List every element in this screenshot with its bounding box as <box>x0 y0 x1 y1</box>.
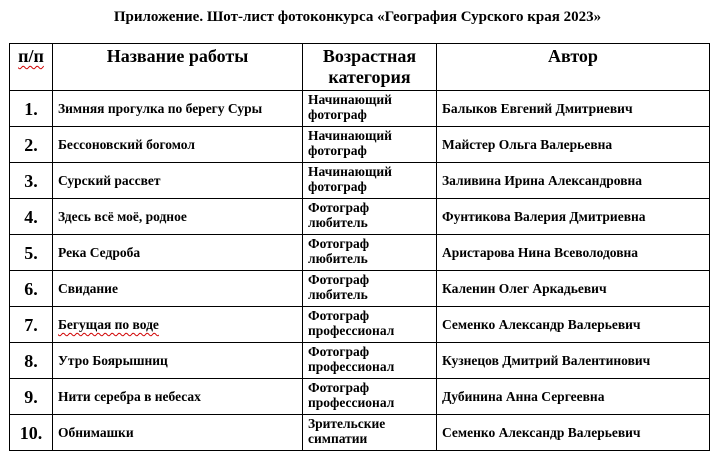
work-title-cell: Зимняя прогулка по берегу Суры <box>53 91 303 127</box>
age-category-cell: Фотограф любитель <box>303 271 437 307</box>
age-category-cell: Фотограф профессионал <box>303 343 437 379</box>
work-title-cell <box>53 307 303 343</box>
row-number: 1. <box>10 91 53 127</box>
row-number: 2. <box>10 127 53 163</box>
table-row <box>10 235 710 271</box>
table-row <box>10 271 710 307</box>
age-category-cell: Начинающий фотограф <box>303 127 437 163</box>
age-category-cell: Фотограф любитель <box>303 199 437 235</box>
header-work-title: Название работы <box>53 44 303 91</box>
spellcheck-marked-text: Бегущая по воде <box>58 317 159 332</box>
author-cell: Заливина Ирина Александровна <box>437 163 710 199</box>
table-row <box>10 343 710 379</box>
row-number: 3. <box>10 163 53 199</box>
table-row <box>10 415 710 451</box>
table-header-row <box>10 44 710 91</box>
shortlist-table <box>9 43 710 451</box>
work-title-cell: Бессоновский богомол <box>53 127 303 163</box>
row-number: 9. <box>10 379 53 415</box>
row-number: 4. <box>10 199 53 235</box>
author-cell: Фунтикова Валерия Дмитриевна <box>437 199 710 235</box>
table-row <box>10 163 710 199</box>
table-row <box>10 127 710 163</box>
table-row <box>10 91 710 127</box>
age-category-cell: Начинающий фотограф <box>303 91 437 127</box>
table-row <box>10 199 710 235</box>
author-cell: Семенко Александр Валерьевич <box>437 307 710 343</box>
author-cell: Аристарова Нина Всеволодовна <box>437 235 710 271</box>
age-category-cell: Зрительские симпатии <box>303 415 437 451</box>
table-row <box>10 307 710 343</box>
row-number: 6. <box>10 271 53 307</box>
document-title: Приложение. Шот-лист фотоконкурса «География Сурского края 2023» <box>113 9 602 25</box>
header-number: п/п <box>10 44 53 91</box>
row-number: 10. <box>10 415 53 451</box>
author-cell: Кузнецов Дмитрий Валентинович <box>437 343 710 379</box>
age-category-cell: Начинающий фотограф <box>303 163 437 199</box>
work-title-cell: Нити серебра в небесах <box>53 379 303 415</box>
age-category-cell: Фотограф профессионал <box>303 307 437 343</box>
author-cell: Дубинина Анна Сергеевна <box>437 379 710 415</box>
table-row <box>10 379 710 415</box>
row-number: 8. <box>10 343 53 379</box>
row-number: 5. <box>10 235 53 271</box>
table-body <box>10 91 710 451</box>
row-number: 7. <box>10 307 53 343</box>
author-cell: Майстер Ольга Валерьевна <box>437 127 710 163</box>
work-title-cell: Река Седроба <box>53 235 303 271</box>
work-title-cell: Здесь всё моё, родное <box>53 199 303 235</box>
work-title-cell: Сурский рассвет <box>53 163 303 199</box>
author-cell: Балыков Евгений Дмитриевич <box>437 91 710 127</box>
work-title-cell: Утро Боярышниц <box>53 343 303 379</box>
header-author: Автор <box>437 44 710 91</box>
header-age-category: Возрастная категория <box>303 44 437 91</box>
author-cell: Каленин Олег Аркадьевич <box>437 271 710 307</box>
work-title-cell: Свидание <box>53 271 303 307</box>
work-title-cell: Обнимашки <box>53 415 303 451</box>
age-category-cell: Фотограф любитель <box>303 235 437 271</box>
age-category-cell: Фотограф профессионал <box>303 379 437 415</box>
author-cell: Семенко Александр Валерьевич <box>437 415 710 451</box>
